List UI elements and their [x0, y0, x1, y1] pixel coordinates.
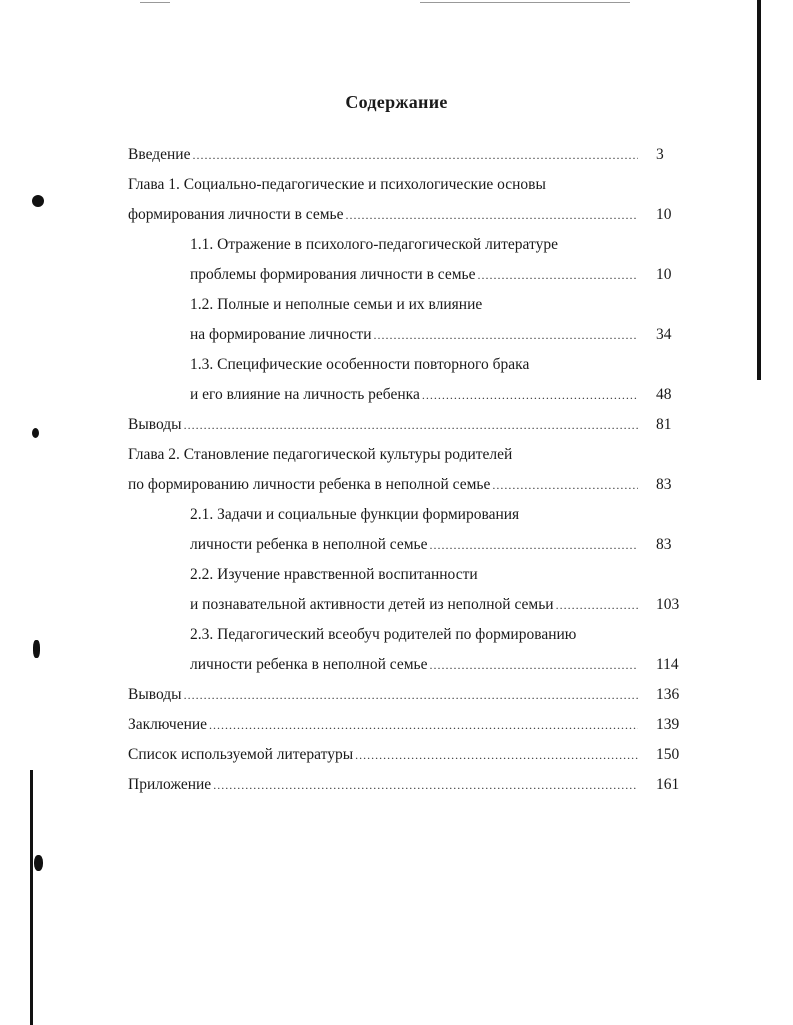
toc-entry-text: 2.3. Педагогический всеобуч родителей по формированию	[190, 626, 577, 643]
toc-entry-text: Приложение	[128, 776, 212, 793]
toc-page-number: 10	[656, 266, 672, 283]
toc-entry-text: формирования личности в семье	[128, 206, 344, 223]
scan-punch-hole	[32, 428, 39, 438]
toc-entry-text: Введение	[128, 146, 191, 163]
toc-leader-dots	[192, 140, 638, 170]
scan-top-line	[140, 2, 170, 3]
toc-entry	[128, 350, 688, 380]
toc-entry-text: на формирование личности	[190, 326, 372, 343]
toc-entry-text: 2.1. Задачи и социальные функции формирования	[190, 506, 520, 523]
toc-entry	[128, 320, 688, 350]
toc-page-number: 114	[656, 656, 679, 673]
toc-entry-text: личности ребенка в неполной семье	[190, 656, 428, 673]
toc-page-number: 139	[656, 716, 680, 733]
toc-entry	[128, 200, 688, 230]
toc-entry-text: Выводы	[128, 416, 182, 433]
toc-page-number: 48	[656, 386, 672, 403]
toc-entry	[128, 230, 688, 260]
toc-leader-dots	[478, 260, 639, 290]
toc-entry	[128, 740, 688, 770]
toc-page-number: 81	[656, 416, 672, 433]
toc-entry	[128, 530, 688, 560]
toc-leader-dots	[492, 470, 638, 500]
scan-punch-hole	[33, 640, 40, 658]
toc-entry-text: по формированию личности ребенка в неполной семье	[128, 476, 491, 493]
toc-leader-dots	[184, 680, 638, 710]
toc-entry	[128, 380, 688, 410]
toc-page-number: 83	[656, 536, 672, 553]
toc-page-number: 3	[656, 146, 664, 163]
toc-entry	[128, 410, 688, 440]
toc-entry-text: Глава 2. Становление педагогической культуры родителей	[128, 446, 513, 463]
toc-leader-dots	[345, 200, 638, 230]
toc-entry	[128, 770, 688, 800]
page-title: Содержание	[345, 92, 448, 112]
toc-entry	[128, 140, 688, 170]
toc-entry	[128, 290, 688, 320]
toc-entry	[128, 620, 688, 650]
table-of-contents	[128, 140, 688, 800]
toc-leader-dots	[213, 770, 638, 800]
toc-entry	[128, 470, 688, 500]
toc-entry	[128, 680, 688, 710]
toc-leader-dots	[355, 740, 638, 770]
toc-entry-text: и познавательной активности детей из неполной семьи	[190, 596, 554, 613]
toc-leader-dots	[429, 530, 638, 560]
toc-page-number: 10	[656, 206, 672, 223]
toc-entry-text: 1.3. Специфические особенности повторного брака	[190, 356, 530, 373]
toc-page-number: 136	[656, 686, 680, 703]
toc-leader-dots	[184, 410, 638, 440]
toc-entry-text: личности ребенка в неполной семье	[190, 536, 428, 553]
toc-entry-text: Выводы	[128, 686, 182, 703]
toc-entry-text: 1.1. Отражение в психолого-педагогической литературе	[190, 236, 558, 253]
scan-edge-left	[30, 770, 33, 1025]
toc-page-number: 83	[656, 476, 672, 493]
toc-leader-dots	[209, 710, 638, 740]
toc-entry-text: Список используемой литературы	[128, 746, 354, 763]
toc-page-number: 103	[656, 596, 680, 613]
toc-leader-dots	[429, 650, 638, 680]
toc-entry	[128, 260, 688, 290]
toc-page-number: 34	[656, 326, 672, 343]
scan-edge-right	[757, 0, 761, 380]
toc-entry	[128, 170, 688, 200]
toc-leader-dots	[422, 380, 638, 410]
toc-leader-dots	[556, 590, 638, 620]
scan-punch-hole	[32, 195, 44, 207]
toc-page-number: 150	[656, 746, 680, 763]
toc-entry-text: Глава 1. Социально-педагогические и психологические основы	[128, 176, 546, 193]
scan-punch-hole	[34, 855, 43, 871]
toc-page-number: 161	[656, 776, 680, 793]
toc-entry-text: 2.2. Изучение нравственной воспитанности	[190, 566, 478, 583]
toc-entry-text: 1.2. Полные и неполные семьи и их влияние	[190, 296, 483, 313]
toc-entry-text: и его влияние на личность ребенка	[190, 386, 420, 403]
toc-entry	[128, 590, 688, 620]
toc-entry	[128, 650, 688, 680]
toc-entry	[128, 500, 688, 530]
toc-entry	[128, 440, 688, 470]
toc-entry	[128, 710, 688, 740]
scan-top-line	[420, 2, 630, 3]
toc-entry	[128, 560, 688, 590]
toc-entry-text: Заключение	[128, 716, 208, 733]
toc-entry-text: проблемы формирования личности в семье	[190, 266, 476, 283]
toc-leader-dots	[374, 320, 638, 350]
